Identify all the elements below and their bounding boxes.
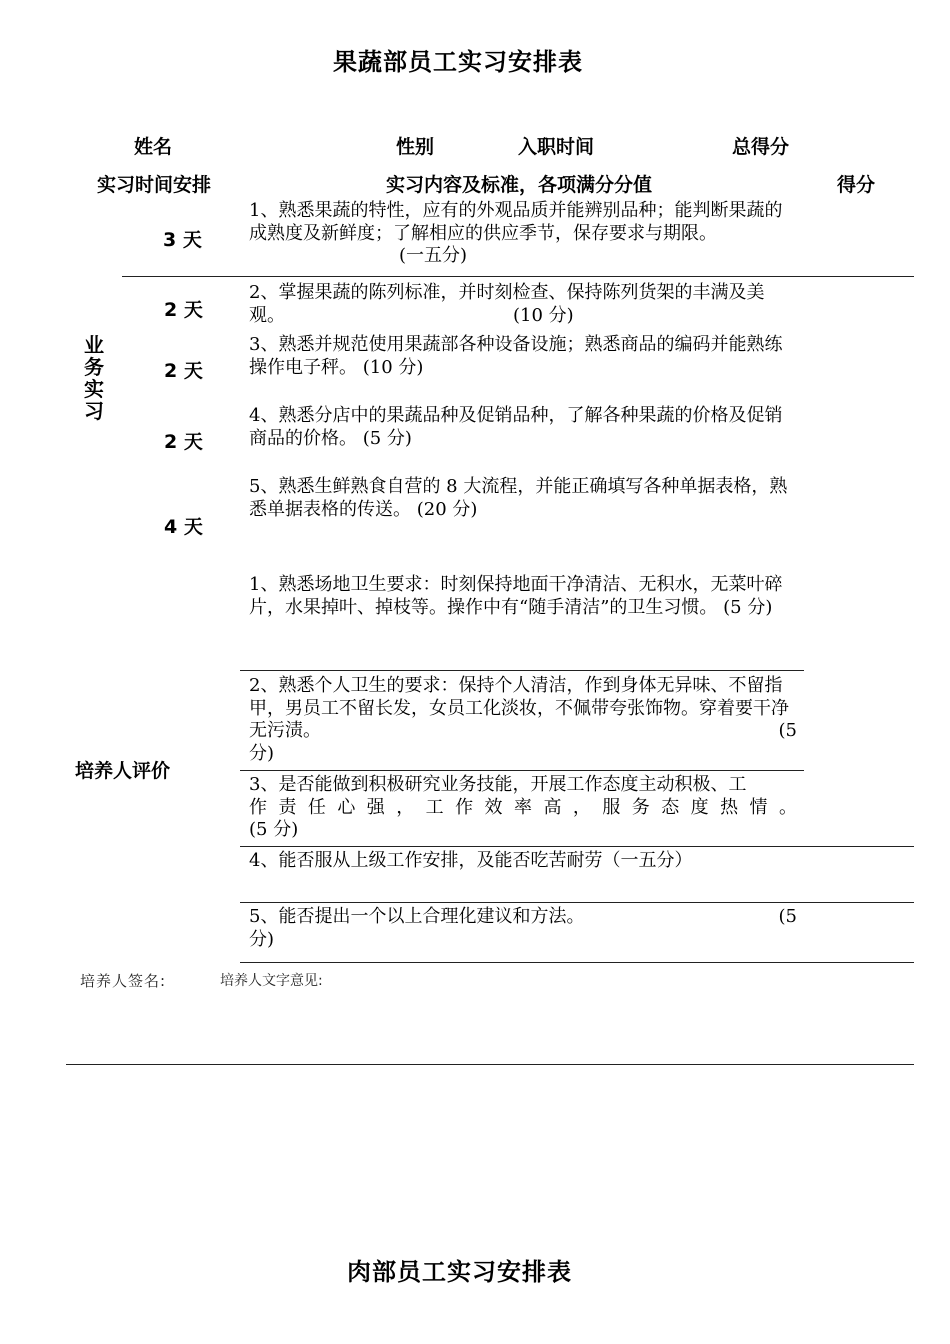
score-header: 得分 [837,174,876,196]
bottom-divider [66,1064,914,1065]
days-3: 2 天 [164,360,203,382]
business-item-3: 3、熟悉并规范使用果蔬部各种设备设施；熟悉商品的编码并能熟练操作电子秤。 (10 分) [249,334,783,378]
row-divider [122,276,914,277]
business-item-1-text: 1、熟悉果蔬的特性，应有的外观品质并能辨别品种；能判断果蔬的成熟度及新鲜度；了解相应的供应季节，保存要求与期限。 [249,200,783,244]
evaluation-item-2-score-a: (5 [778,720,797,741]
page-title: 果蔬部员工实习安排表 [333,48,583,76]
row-divider [240,846,914,847]
evaluation-item-4: 4、能否服从上级工作安排，及能否吃苦耐劳（一五分） [249,850,693,871]
business-item-1-score: (一五分) [399,245,468,266]
evaluation-item-2-score-b: 分) [249,742,275,764]
opinion-label: 培养人文字意见: [220,973,323,989]
row-divider [240,962,914,963]
evaluation-item-3-line3: (5 分) [249,819,299,840]
name-label: 姓名 [134,136,173,158]
evaluation-item-5-text: 5、能否提出一个以上合理化建议和方法。 [249,906,585,927]
business-item-2 [249,282,797,327]
business-item-2-text: 2、掌握果蔬的陈列标准，并时刻检查、保持陈列货架的丰满及美观。 [249,282,765,326]
business-item-4: 4、熟悉分店中的果蔬品种及促销品种，了解各种果蔬的价格及促销商品的价格。 (5 分) [249,405,783,449]
evaluation-label: 培养人评价 [75,760,171,782]
evaluation-item-5 [249,906,797,951]
next-page-title: 肉部员工实习安排表 [347,1258,572,1286]
evaluation-item-3-line2: 作 责 任 心 强 ， 工 作 效 率 高 ， 服 务 态 度 热 情 。 [249,796,797,818]
content-header: 实习内容及标准，各项满分分值 [386,174,653,196]
row-divider [240,670,804,671]
evaluation-item-5-score-a: (5 [778,906,797,927]
business-item-5: 5、熟悉生鲜熟食自营的 8 大流程，并能正确填写各种单据表格，熟悉单据表格的传送。 (20 分) [249,476,788,520]
gender-label: 性别 [396,136,435,158]
business-practice-label: 业务实习 [84,333,104,423]
row-divider [240,770,804,771]
days-5: 4 天 [164,516,203,538]
business-item-2-score: (10 分) [513,304,574,326]
row-divider [240,902,914,903]
schedule-header: 实习时间安排 [97,174,212,196]
evaluation-item-2-text: 2、熟悉个人卫生的要求：保持个人清洁，作到身体无异味、不留指甲，男员工不留长发，女员工化淡妆，不佩带夸张饰物。穿着要干净无污渍。 [249,675,789,741]
total-score-label: 总得分 [732,136,790,158]
evaluation-item-1: 1、熟悉场地卫生要求：时刻保持地面干净清洁、无积水，无菜叶碎片，水果掉叶、掉枝等。操作中有“随手清洁”的卫生习惯。 (5 分) [249,574,783,618]
business-item-1 [249,200,797,268]
days-4: 2 天 [164,431,203,453]
evaluation-item-3-line1: 3、是否能做到积极研究业务技能，开展工作态度主动积极、工 [249,774,747,795]
evaluation-item-2 [249,675,797,765]
days-2: 2 天 [164,299,203,321]
signer-label: 培养人签名: [80,972,167,990]
entry-time-label: 入职时间 [518,136,595,158]
days-1: 3 天 [163,229,202,251]
evaluation-item-3 [249,774,797,842]
evaluation-item-5-score-b: 分) [249,928,275,950]
